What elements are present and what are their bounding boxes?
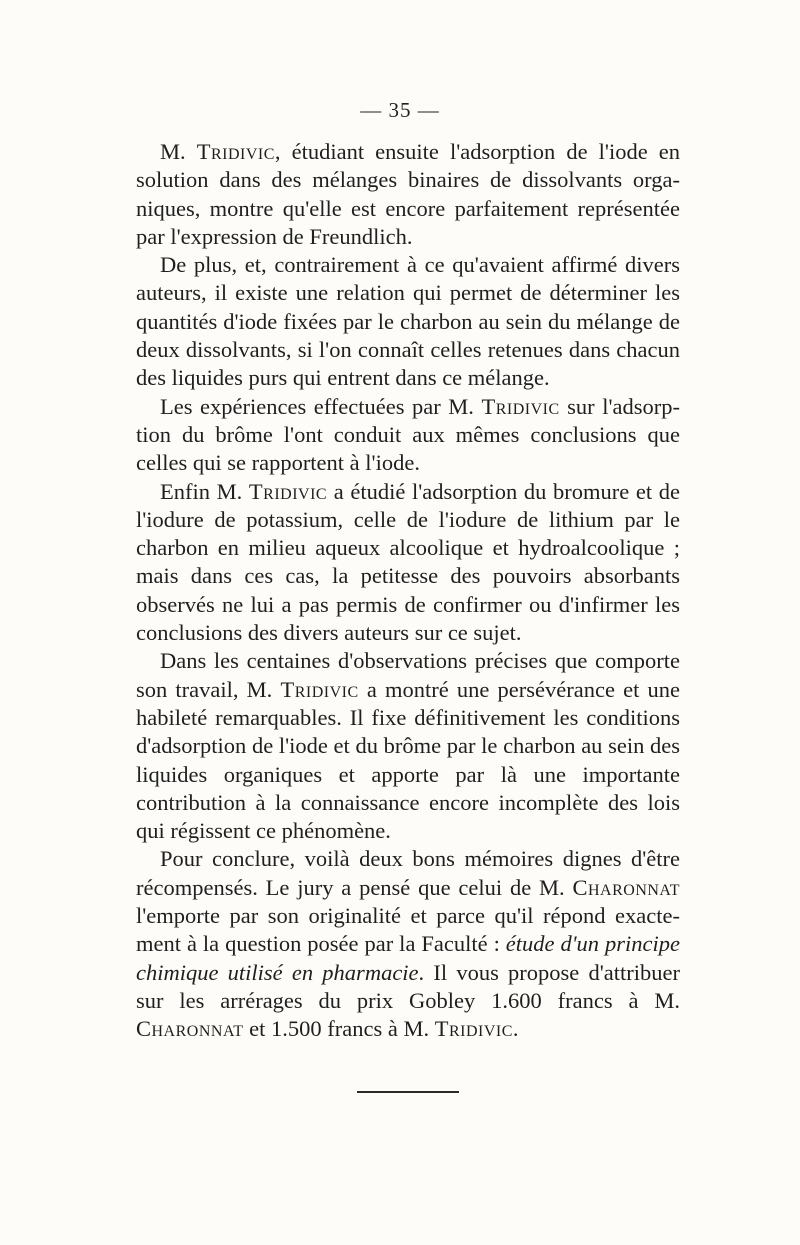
paragraph: [136, 393, 680, 478]
closing-rule: [357, 1091, 459, 1093]
text-segment: et 1.500 francs à M.: [243, 1016, 435, 1042]
text-segment: Pour conclure, voilà deux bons mémoires dignes d'être récompensés. Le jury a pensé que celui de M.: [136, 846, 680, 900]
paragraph: [136, 845, 680, 1043]
name-smallcaps: Tridivic: [280, 676, 359, 702]
text-segment: .: [512, 1016, 519, 1042]
text-segment: M.: [160, 139, 197, 164]
text-segment: Dans les centaines d'observations précises que comporte son travail, M.: [136, 648, 680, 702]
page-number: — 35 —: [360, 98, 440, 122]
text-segment: Les expériences effectuées par M.: [160, 393, 482, 419]
text-segment: l'emporte par son originalité et parce qu'il répond exacte-ment à la question posée par la Faculté :: [136, 903, 680, 957]
name-smallcaps: Tridivic: [248, 478, 328, 504]
name-smallcaps: Tridivic: [434, 1016, 513, 1042]
text-segment: De plus, et, contrairement à ce qu'avaient affirmé divers auteurs, il existe une relation qui permet de déterminer les quantités d'iode fixées par le charbon au sein du mélange de deux dissolvants, si l'on connaît celles retenues dans chacun des liquides purs qui entrent dans ce mélange.: [136, 252, 680, 391]
body-text: [136, 138, 680, 1044]
text-segment: , étudiant ensuite l'adsorption de l'iode en solution dans des mélanges binaires de dissolvants orga-niques, montre qu'elle est encore parfaitement représentée par l'expression de Freundlich.: [136, 139, 680, 249]
name-smallcaps: Tridivic: [196, 139, 275, 164]
name-smallcaps: Charonnat: [572, 874, 680, 900]
text-segment: Enfin M.: [160, 478, 249, 504]
text-segment: . Il vous propose d'attribuer sur les arrérages du prix Gobley 1.600 francs à M.: [136, 959, 680, 1013]
paragraph: [136, 647, 680, 845]
paragraph: [136, 478, 680, 648]
paragraph: [136, 251, 680, 392]
italic-text: étude d'un principe chimique utilisé en pharmacie: [136, 931, 680, 985]
name-smallcaps: Charonnat: [136, 1016, 244, 1042]
name-smallcaps: Tridivic: [481, 393, 560, 419]
text-segment: a montré une persévérance et une habileté remarquables. Il fixe définitivement les conditions d'adsorption de l'iode et du brôme par le charbon au sein des liquides organiques et apporte par là une importante contribution à la connaissance encore incomplète des lois qui régissent ce phénomène.: [136, 676, 681, 844]
text-segment: sur l'adsorp-tion du brôme l'ont conduit aux mêmes conclusions que celles qui se rapportent à l'iode.: [136, 393, 680, 476]
paragraph: [136, 138, 680, 251]
text-segment: a étudié l'adsorption du bromure et de l'iodure de potassium, celle de l'iodure de lithium par le charbon en milieu aqueux alcoolique et hydroalcoolique ; mais dans ces cas, la petitesse des pouvoirs absorbants observés ne lui a pas permis de confirmer ou d'infirmer les conclusions des divers auteurs sur ce sujet.: [136, 478, 681, 646]
